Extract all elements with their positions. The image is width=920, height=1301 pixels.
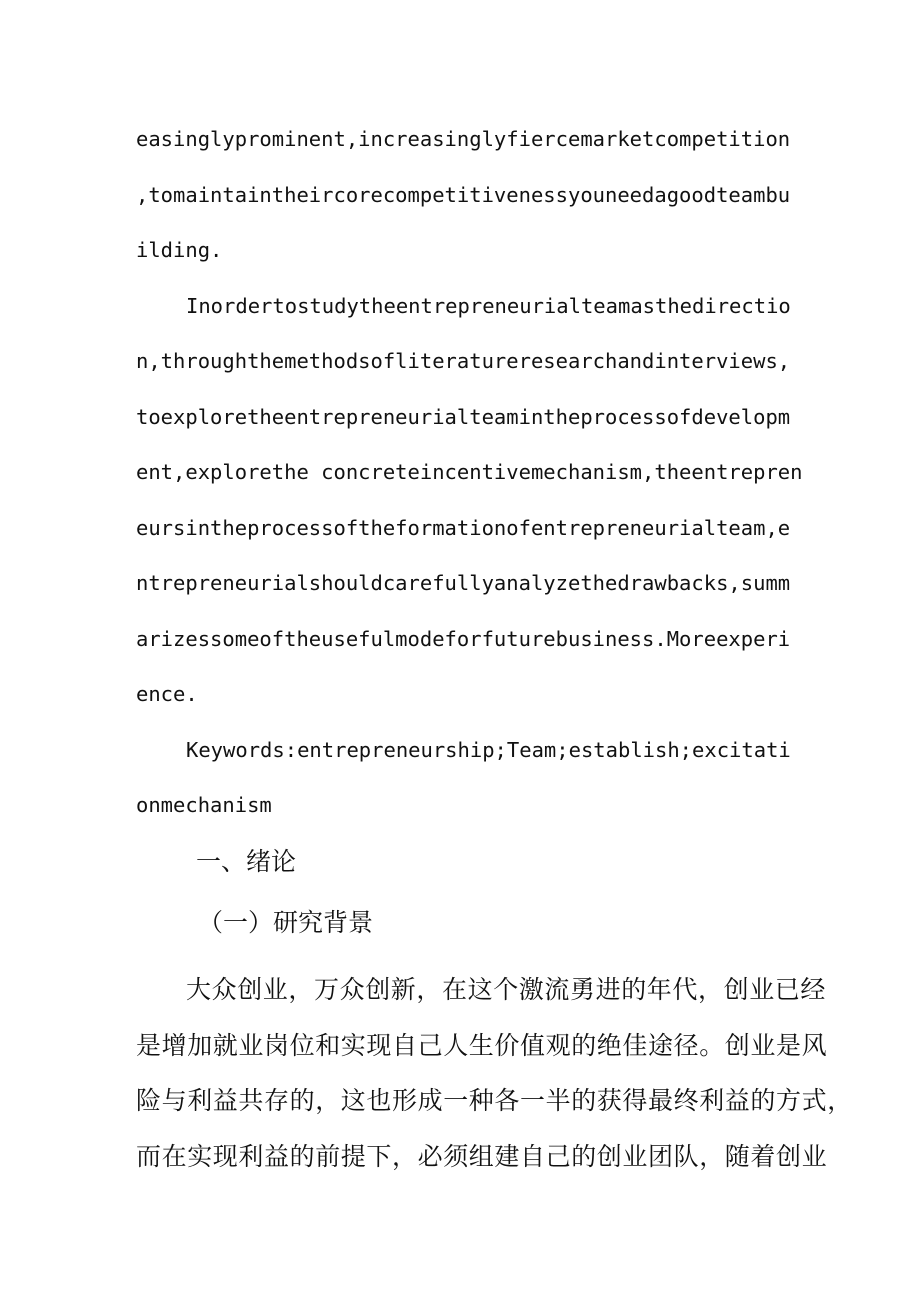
abstract-line: ntrepreneurialshouldcarefullyanalyzethedrawbacks,summ — [136, 571, 791, 595]
subsection-title: （一）研究背景 — [198, 908, 374, 937]
abstract-line: easinglyprominent,increasinglyfiercemarketcompetition — [136, 127, 791, 151]
abstract-line: arizessomeoftheusefulmodeforfuturebusiness.Moreexperi — [136, 627, 791, 651]
body-line: 大众创业，万众创新，在这个激流勇进的年代，创业已经 — [186, 975, 827, 1004]
chapter-title: 一、绪论 — [196, 847, 297, 876]
keywords-line: Keywords:entrepreneurship;Team;establish;excitati — [186, 738, 791, 762]
abstract-line: ence. — [136, 682, 198, 706]
keywords-line: onmechanism — [136, 793, 272, 817]
abstract-line: toexploretheentrepreneurialteamintheprocessofdevelopm — [136, 405, 791, 429]
abstract-line: ,tomaintaintheircorecompetitivenessyouneedagoodteambu — [136, 183, 791, 207]
abstract-line: n,throughthemethodsofliteratureresearchandinterviews, — [136, 349, 791, 373]
abstract-line: ent,explorethe concreteincentivemechanism,theentrepren — [136, 460, 803, 484]
body-line: 险与利益共存的，这也形成一种各一半的获得最终利益的方式， — [136, 1086, 853, 1115]
abstract-line: ilding. — [136, 238, 223, 262]
body-line: 是增加就业岗位和实现自己人生价值观的绝佳途径。创业是风 — [136, 1031, 828, 1060]
abstract-line: Inordertostudytheentrepreneurialteamasthedirectio — [186, 294, 791, 318]
body-line: 而在实现利益的前提下，必须组建自己的创业团队，随着创业 — [136, 1142, 828, 1171]
abstract-line: eursintheprocessoftheformationofentrepreneurialteam,e — [136, 516, 791, 540]
